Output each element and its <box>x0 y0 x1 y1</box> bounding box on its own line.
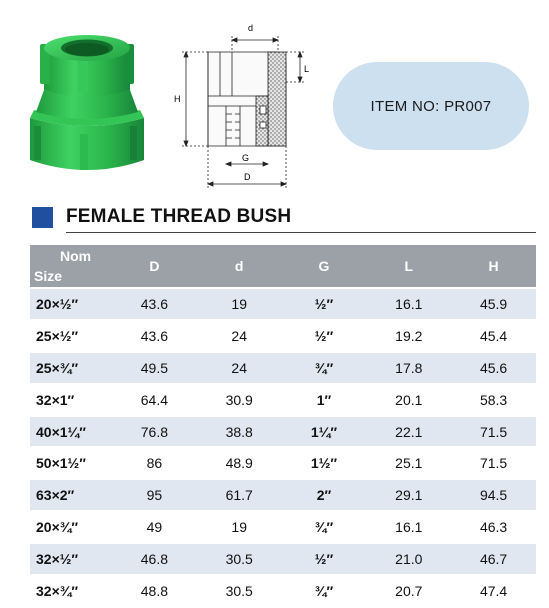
cell-d-inner: 61.7 <box>197 479 282 511</box>
table-row <box>30 511 536 543</box>
table-row <box>30 447 536 479</box>
cell-d-outer: 46.8 <box>112 543 197 575</box>
section-title: FEMALE THREAD BUSH <box>66 206 292 227</box>
cell-h: 58.3 <box>451 384 536 416</box>
cell-size: 25×¾″ <box>30 352 112 384</box>
header-g: G <box>282 245 367 288</box>
cell-l: 22.1 <box>366 416 451 448</box>
cell-d-outer: 48.8 <box>112 575 197 607</box>
cell-h: 45.4 <box>451 320 536 352</box>
cell-size: 32×¾″ <box>30 575 112 607</box>
cell-l: 19.2 <box>366 320 451 352</box>
cell-l: 16.1 <box>366 288 451 320</box>
drawing-label-d-outer: D <box>244 172 251 182</box>
cell-d-outer: 43.6 <box>112 288 197 320</box>
table-body <box>30 288 536 607</box>
cell-d-outer: 95 <box>112 479 197 511</box>
cell-size: 63×2″ <box>30 479 112 511</box>
product-photo <box>22 30 152 180</box>
table-row <box>30 416 536 448</box>
cell-g: 2″ <box>282 479 367 511</box>
cell-l: 20.1 <box>366 384 451 416</box>
cell-g: 1½″ <box>282 447 367 479</box>
technical-drawing <box>168 18 318 193</box>
drawing-label-g: G <box>242 153 250 163</box>
cell-h: 71.5 <box>451 447 536 479</box>
cell-l: 20.7 <box>366 575 451 607</box>
item-number-text: ITEM NO: PR007 <box>370 97 492 115</box>
cell-h: 47.4 <box>451 575 536 607</box>
header-l: L <box>366 245 451 288</box>
cell-l: 21.0 <box>366 543 451 575</box>
cell-h: 45.6 <box>451 352 536 384</box>
table-row <box>30 479 536 511</box>
cell-size: 32×½″ <box>30 543 112 575</box>
cell-d-inner: 48.9 <box>197 447 282 479</box>
cell-d-outer: 64.4 <box>112 384 197 416</box>
cell-d-inner: 30.9 <box>197 384 282 416</box>
cell-d-inner: 30.5 <box>197 543 282 575</box>
cell-size: 20×½″ <box>30 288 112 320</box>
cell-d-outer: 86 <box>112 447 197 479</box>
cell-d-outer: 43.6 <box>112 320 197 352</box>
cell-d-inner: 30.5 <box>197 575 282 607</box>
header-d-inner: d <box>197 245 282 288</box>
drawing-label-h: H <box>174 94 181 104</box>
table-row <box>30 543 536 575</box>
cell-d-outer: 76.8 <box>112 416 197 448</box>
header-nom: Nom <box>60 248 92 264</box>
header-h: H <box>451 245 536 288</box>
cell-size: 25×½″ <box>30 320 112 352</box>
cell-g: ¾″ <box>282 352 367 384</box>
section-divider <box>66 232 536 233</box>
table-row <box>30 352 536 384</box>
drawing-label-l: L <box>304 64 310 74</box>
cell-d-inner: 19 <box>197 288 282 320</box>
cell-g: 1″ <box>282 384 367 416</box>
cell-g: ½″ <box>282 288 367 320</box>
table-row <box>30 384 536 416</box>
cell-h: 94.5 <box>451 479 536 511</box>
cell-h: 45.9 <box>451 288 536 320</box>
item-number-badge <box>333 62 529 150</box>
cell-h: 46.3 <box>451 511 536 543</box>
cell-d-inner: 24 <box>197 320 282 352</box>
table-header-row <box>30 245 536 288</box>
header-nom-size <box>30 245 112 288</box>
cell-g: 1¼″ <box>282 416 367 448</box>
cell-d-outer: 49 <box>112 511 197 543</box>
cell-g: ¾″ <box>282 575 367 607</box>
cell-d-outer: 49.5 <box>112 352 197 384</box>
header-d-outer: D <box>112 245 197 288</box>
cell-size: 32×1″ <box>30 384 112 416</box>
cell-g: ¾″ <box>282 511 367 543</box>
cell-d-inner: 38.8 <box>197 416 282 448</box>
cell-l: 17.8 <box>366 352 451 384</box>
cell-l: 25.1 <box>366 447 451 479</box>
cell-l: 16.1 <box>366 511 451 543</box>
drawing-label-d: d <box>248 23 254 33</box>
spec-table <box>30 245 536 608</box>
cell-size: 20×¾″ <box>30 511 112 543</box>
table-row <box>30 288 536 320</box>
section-marker <box>32 207 53 228</box>
cell-h: 71.5 <box>451 416 536 448</box>
cell-g: ½″ <box>282 543 367 575</box>
cell-g: ½″ <box>282 320 367 352</box>
cell-d-inner: 19 <box>197 511 282 543</box>
table-row <box>30 320 536 352</box>
table-row <box>30 575 536 607</box>
cell-d-inner: 24 <box>197 352 282 384</box>
cell-size: 50×1½″ <box>30 447 112 479</box>
cell-h: 46.7 <box>451 543 536 575</box>
header-size: Size <box>34 268 63 284</box>
cell-l: 29.1 <box>366 479 451 511</box>
cell-size: 40×1¼″ <box>30 416 112 448</box>
